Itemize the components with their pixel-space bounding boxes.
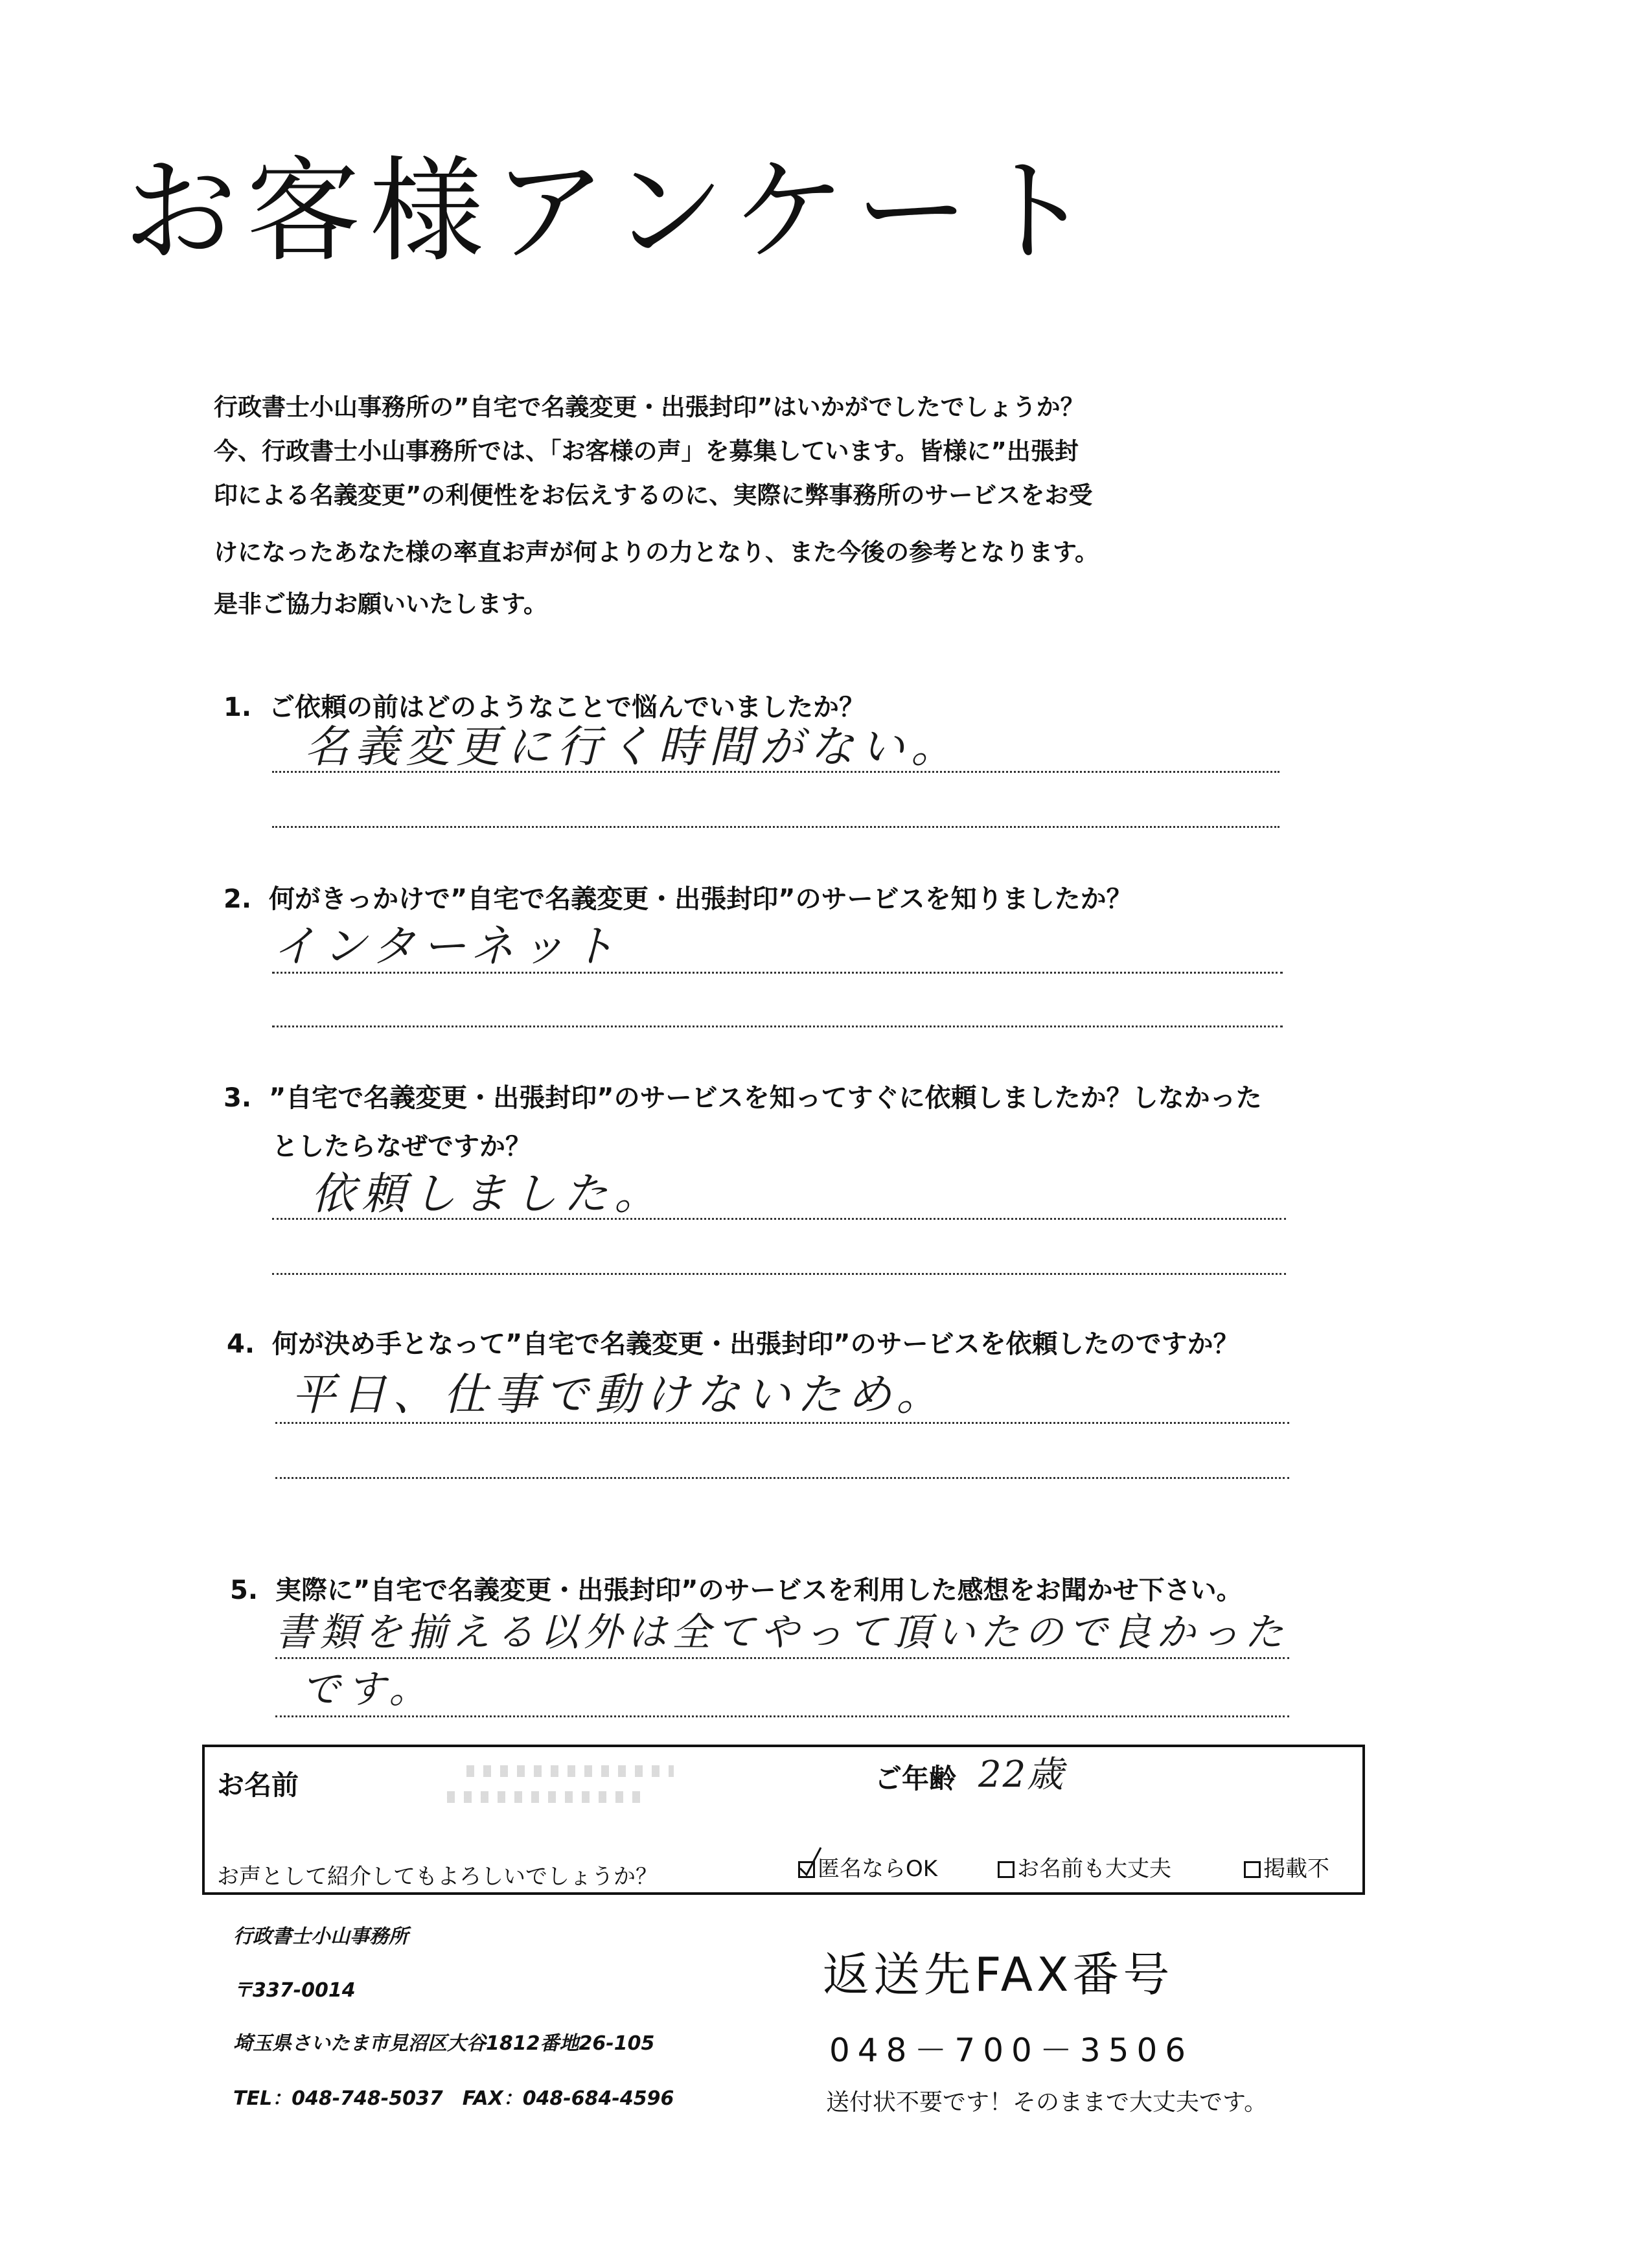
question-text: 何が決め手となって”自宅で名義変更・出張封印”のサービスを依頼したのですか？: [272, 1329, 1239, 1359]
intro-line: 是非ご協力お願いいたします。: [214, 590, 548, 618]
answer-1: 名義変更に行く時間がない。: [304, 722, 962, 773]
answer-line: [275, 1657, 1289, 1659]
question-number: 5.: [230, 1575, 258, 1605]
answer-2: インターネット: [272, 921, 622, 972]
answer-line: [272, 1025, 1283, 1027]
question-text: ”自宅で名義変更・出張封印”のサービスを知ってすぐに依頼しましたか？しなかった: [269, 1083, 1262, 1113]
answer-3: 依頼しました。: [311, 1169, 665, 1220]
answer-5-continued: です。: [301, 1667, 435, 1712]
answer-line: [275, 1715, 1289, 1717]
answer-line: [272, 1218, 1286, 1220]
consent-option-decline[interactable]: [1244, 1858, 1329, 1880]
question-number: 1.: [224, 693, 252, 722]
redacted-name: [447, 1791, 641, 1803]
redacted-name: [466, 1765, 674, 1777]
question-3-continued: としたらなぜですか？: [272, 1132, 531, 1162]
intro-line: 印による名義変更”の利便性をお伝えするのに、実際に弊事務所のサービスをお受: [214, 481, 1093, 509]
answer-line: [275, 1477, 1289, 1479]
checkbox-checked-icon[interactable]: [798, 1861, 815, 1878]
answer-line: [272, 1273, 1286, 1275]
checkmark-icon: [797, 1846, 823, 1877]
answer-5: 書類を揃える以外は全てやって頂いたので良かった: [275, 1610, 1289, 1655]
answer-line: [275, 1422, 1289, 1424]
consent-option-anonymous[interactable]: [798, 1858, 937, 1880]
answer-line: [272, 826, 1279, 828]
question-number: 3.: [224, 1083, 252, 1113]
name-label: お名前: [217, 1769, 299, 1801]
intro-line: けになったあなた様の率直お声が何よりの力となり、また今後の参考となります。: [214, 538, 1099, 566]
office-postal: 〒337-0014: [233, 1979, 356, 2002]
answer-line: [272, 771, 1279, 773]
question-4: [227, 1331, 1239, 1357]
page-title: お客様アンケート: [123, 145, 1101, 278]
question-5: [230, 1577, 1243, 1603]
office-name: 行政書士小山事務所: [233, 1925, 408, 1948]
answer-line: [272, 972, 1283, 974]
intro-line: 行政書士小山事務所の”自宅で名義変更・出張封印”はいかがでしたでしょうか？: [214, 393, 1084, 421]
age-value: 22歳: [978, 1754, 1065, 1796]
question-number: 4.: [227, 1329, 255, 1359]
fax-title: 返送先FAX番号: [823, 1947, 1174, 2002]
question-text: 何がきっかけで”自宅で名義変更・出張封印”のサービスを知りましたか？: [269, 884, 1132, 914]
question-3: [224, 1085, 1262, 1111]
option-label: 匿名ならOK: [818, 1856, 938, 1882]
intro-line: 今、行政書士小山事務所では、「お客様の声」を募集しています。皆様に”出張封: [214, 437, 1079, 465]
checkbox-icon[interactable]: [998, 1861, 1015, 1878]
option-label: 掲載不: [1263, 1856, 1329, 1882]
question-number: 2.: [224, 884, 252, 914]
consent-option-name-ok[interactable]: [998, 1858, 1171, 1880]
office-tel-fax: TEL：048-748-5037 FAX：048-684-4596: [233, 2087, 674, 2110]
question-1: [224, 694, 865, 720]
option-label: お名前も大丈夫: [1017, 1856, 1171, 1882]
office-address: 埼玉県さいたま市見沼区大谷1812番地26-105: [233, 2032, 655, 2055]
consent-question: お声として紹介してもよろしいでしょうか？: [217, 1864, 658, 1890]
fax-note: 送付状不要です！そのままで大丈夫です。: [826, 2089, 1268, 2116]
fax-number: 048－700－3506: [829, 2032, 1194, 2069]
question-text: ご依頼の前はどのようなことで悩んでいましたか？: [269, 693, 865, 722]
age-label: ご年齢: [875, 1763, 957, 1794]
question-text: 実際に”自宅で名義変更・出張封印”のサービスを利用した感想をお聞かせ下さい。: [275, 1575, 1243, 1605]
answer-4: 平日、仕事で動けないため。: [292, 1369, 947, 1421]
question-2: [224, 886, 1132, 912]
checkbox-icon[interactable]: [1244, 1861, 1261, 1878]
